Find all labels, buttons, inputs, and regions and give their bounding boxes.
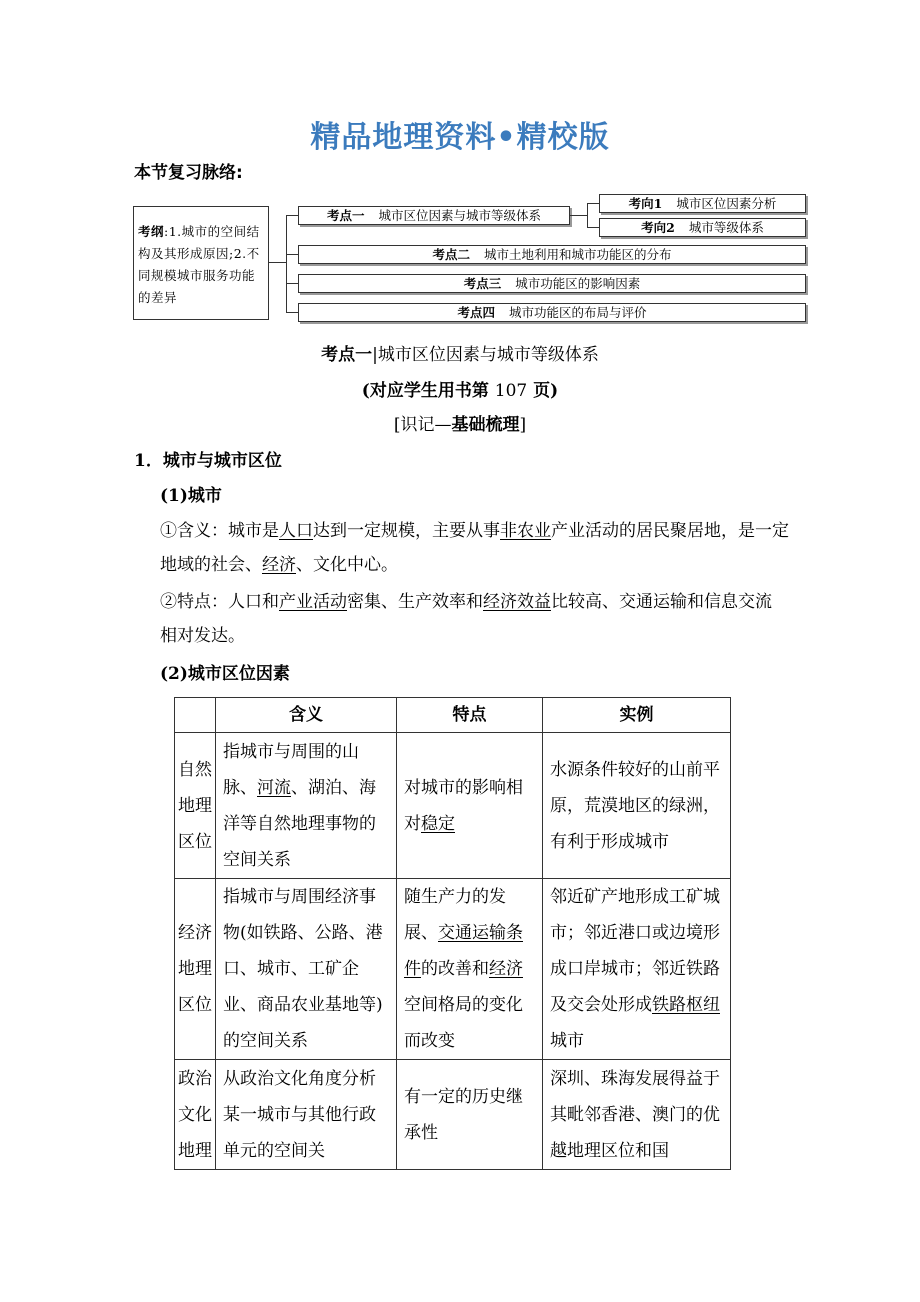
table-header: 特点 xyxy=(397,698,543,733)
paragraph-definition xyxy=(160,514,800,582)
row-meaning xyxy=(216,879,397,1060)
point-text: 城市区位因素与城市等级体系 xyxy=(378,208,542,223)
point-label: 考点四 xyxy=(457,305,495,320)
connector-h-main xyxy=(269,262,286,263)
cell-text: 的改善和 xyxy=(421,959,489,979)
row-meaning xyxy=(216,733,397,879)
mode-heading xyxy=(0,410,920,435)
mode-close: ] xyxy=(519,415,527,435)
row-name: 经济 地理 区位 xyxy=(175,879,216,1060)
heading-city: (1)城市 xyxy=(160,486,222,506)
cell-text: 邻近矿产地形成工矿城市；邻近港口或边境形成口岸城市；邻近铁路及交会处形成 xyxy=(550,887,720,1015)
row-feature xyxy=(397,733,543,879)
kagang-label: 考纲 xyxy=(138,224,165,239)
connector-v-main xyxy=(286,215,287,312)
direction-label: 考向1 xyxy=(628,196,663,211)
p1-d: 、文化中心。 xyxy=(296,555,398,575)
location-factors-table xyxy=(174,697,731,1170)
kagang-box xyxy=(133,206,269,320)
point-box-3 xyxy=(298,274,806,293)
heading-city-location: 1．城市与城市区位 xyxy=(134,451,282,471)
cell-text: 随生产力的发展、 xyxy=(404,887,506,943)
connector-h-dir2 xyxy=(587,227,599,228)
p2-b: 密集、生产效率和 xyxy=(347,592,483,612)
table-header: 实例 xyxy=(543,698,731,733)
cell-underline: 经济 xyxy=(489,959,523,979)
p1-u1: 人口 xyxy=(279,521,313,541)
direction-box-2 xyxy=(599,218,806,237)
cell-text: 指城市与周围经济事物(如铁路、公路、港口、城市、工矿企业、商品农业基地等)的空间关系 xyxy=(223,887,383,1051)
cell-text: 对城市的影响相对 xyxy=(404,777,523,834)
p2-u1: 产业活动 xyxy=(279,592,347,612)
row-example xyxy=(543,879,731,1060)
cell-text: 深圳、珠海发展得益于其毗邻香港、澳门的优越地理区位和国 xyxy=(550,1068,720,1161)
point-box-1 xyxy=(298,206,570,225)
row-name: 自然 地理 区位 xyxy=(175,733,216,879)
paragraph-features xyxy=(160,585,780,653)
table-header xyxy=(175,698,216,733)
connector-h-dir1 xyxy=(587,203,599,204)
table-row xyxy=(175,879,731,1060)
cell-underline: 河流 xyxy=(257,777,291,798)
pageref-num: 107 xyxy=(494,381,528,401)
cell-text: 指城市与周围的山脉、 xyxy=(223,741,359,798)
p2-u2: 经济效益 xyxy=(483,592,551,612)
direction-text: 城市等级体系 xyxy=(688,220,764,235)
section-title-rest: |城市区位因素与城市等级体系 xyxy=(372,345,599,365)
cell-text: 空间格局的变化而改变 xyxy=(404,995,523,1051)
p1-b: 达到一定规模，主要从事 xyxy=(313,521,500,541)
point-box-4 xyxy=(298,303,806,322)
cell-text: 城市 xyxy=(550,1031,584,1051)
outline-label: 本节复习脉络: xyxy=(134,163,243,183)
cell-text: 水源条件较好的山前平原，荒漠地区的绿洲，有利于形成城市 xyxy=(550,759,720,852)
section-title xyxy=(0,340,920,365)
table-row xyxy=(175,733,731,879)
connector-h-3 xyxy=(286,283,298,284)
heading-location-factors: (2)城市区位因素 xyxy=(160,664,290,684)
page-reference xyxy=(0,376,920,401)
table-header: 含义 xyxy=(216,698,397,733)
row-example xyxy=(543,1060,731,1170)
direction-label: 考向2 xyxy=(641,220,675,235)
cell-underline: 交通运输条件 xyxy=(404,923,523,979)
connector-h-1 xyxy=(286,215,298,216)
point-label: 考点三 xyxy=(463,276,502,291)
row-example xyxy=(543,733,731,879)
cell-underline: 铁路枢纽 xyxy=(652,995,720,1015)
point-box-2 xyxy=(298,245,806,264)
pageref-pre: (对应学生用书第 xyxy=(361,381,495,401)
p2-a: ②特点：人口和 xyxy=(160,592,279,612)
p2-c: 比较高、交通运输和信息交流相对发达。 xyxy=(160,592,772,646)
cell-underline: 稳定 xyxy=(421,813,455,834)
pageref-post: 页) xyxy=(527,381,559,401)
p1-c: 产业活动的居民聚居地，是一定地域的社会、 xyxy=(160,521,789,575)
row-meaning xyxy=(216,1060,397,1170)
cell-text: 有一定的历史继承性 xyxy=(404,1086,523,1143)
p1-u2: 非农业 xyxy=(500,521,551,541)
connector-h-dir xyxy=(570,215,587,216)
connector-v-dir xyxy=(587,203,588,227)
kagang-text: :1.城市的空间结构及其形成原因;2.不同规模城市服务功能的差异 xyxy=(138,224,260,305)
connector-h-2 xyxy=(286,254,298,255)
table-row xyxy=(175,1060,731,1170)
point-text: 城市功能区的布局与评价 xyxy=(509,305,647,320)
mode-bold: 基础梳理 xyxy=(451,415,520,435)
table-header-row xyxy=(175,698,731,733)
point-text: 城市功能区的影响因素 xyxy=(515,276,641,291)
cell-text: 、湖泊、海洋等自然地理事物的空间关系 xyxy=(223,777,376,870)
mode-open: [识记— xyxy=(393,415,452,435)
connector-h-4 xyxy=(286,312,298,313)
row-name: 政治 文化 地理 xyxy=(175,1060,216,1170)
p1-u3: 经济 xyxy=(262,555,296,575)
cell-text: 从政治文化角度分析某一城市与其他行政单元的空间关 xyxy=(223,1068,376,1161)
point-text: 城市土地利用和城市功能区的分布 xyxy=(484,247,672,262)
point-label: 考点二 xyxy=(432,247,470,262)
point-label: 考点一 xyxy=(326,208,365,223)
header-title: 精品地理资料•精校版 xyxy=(310,120,610,155)
p1-a: ①含义：城市是 xyxy=(160,521,279,541)
direction-box-1 xyxy=(599,194,806,213)
row-feature xyxy=(397,1060,543,1170)
direction-text: 城市区位因素分析 xyxy=(676,196,777,211)
row-feature xyxy=(397,879,543,1060)
section-title-bold: 考点一 xyxy=(321,345,373,365)
